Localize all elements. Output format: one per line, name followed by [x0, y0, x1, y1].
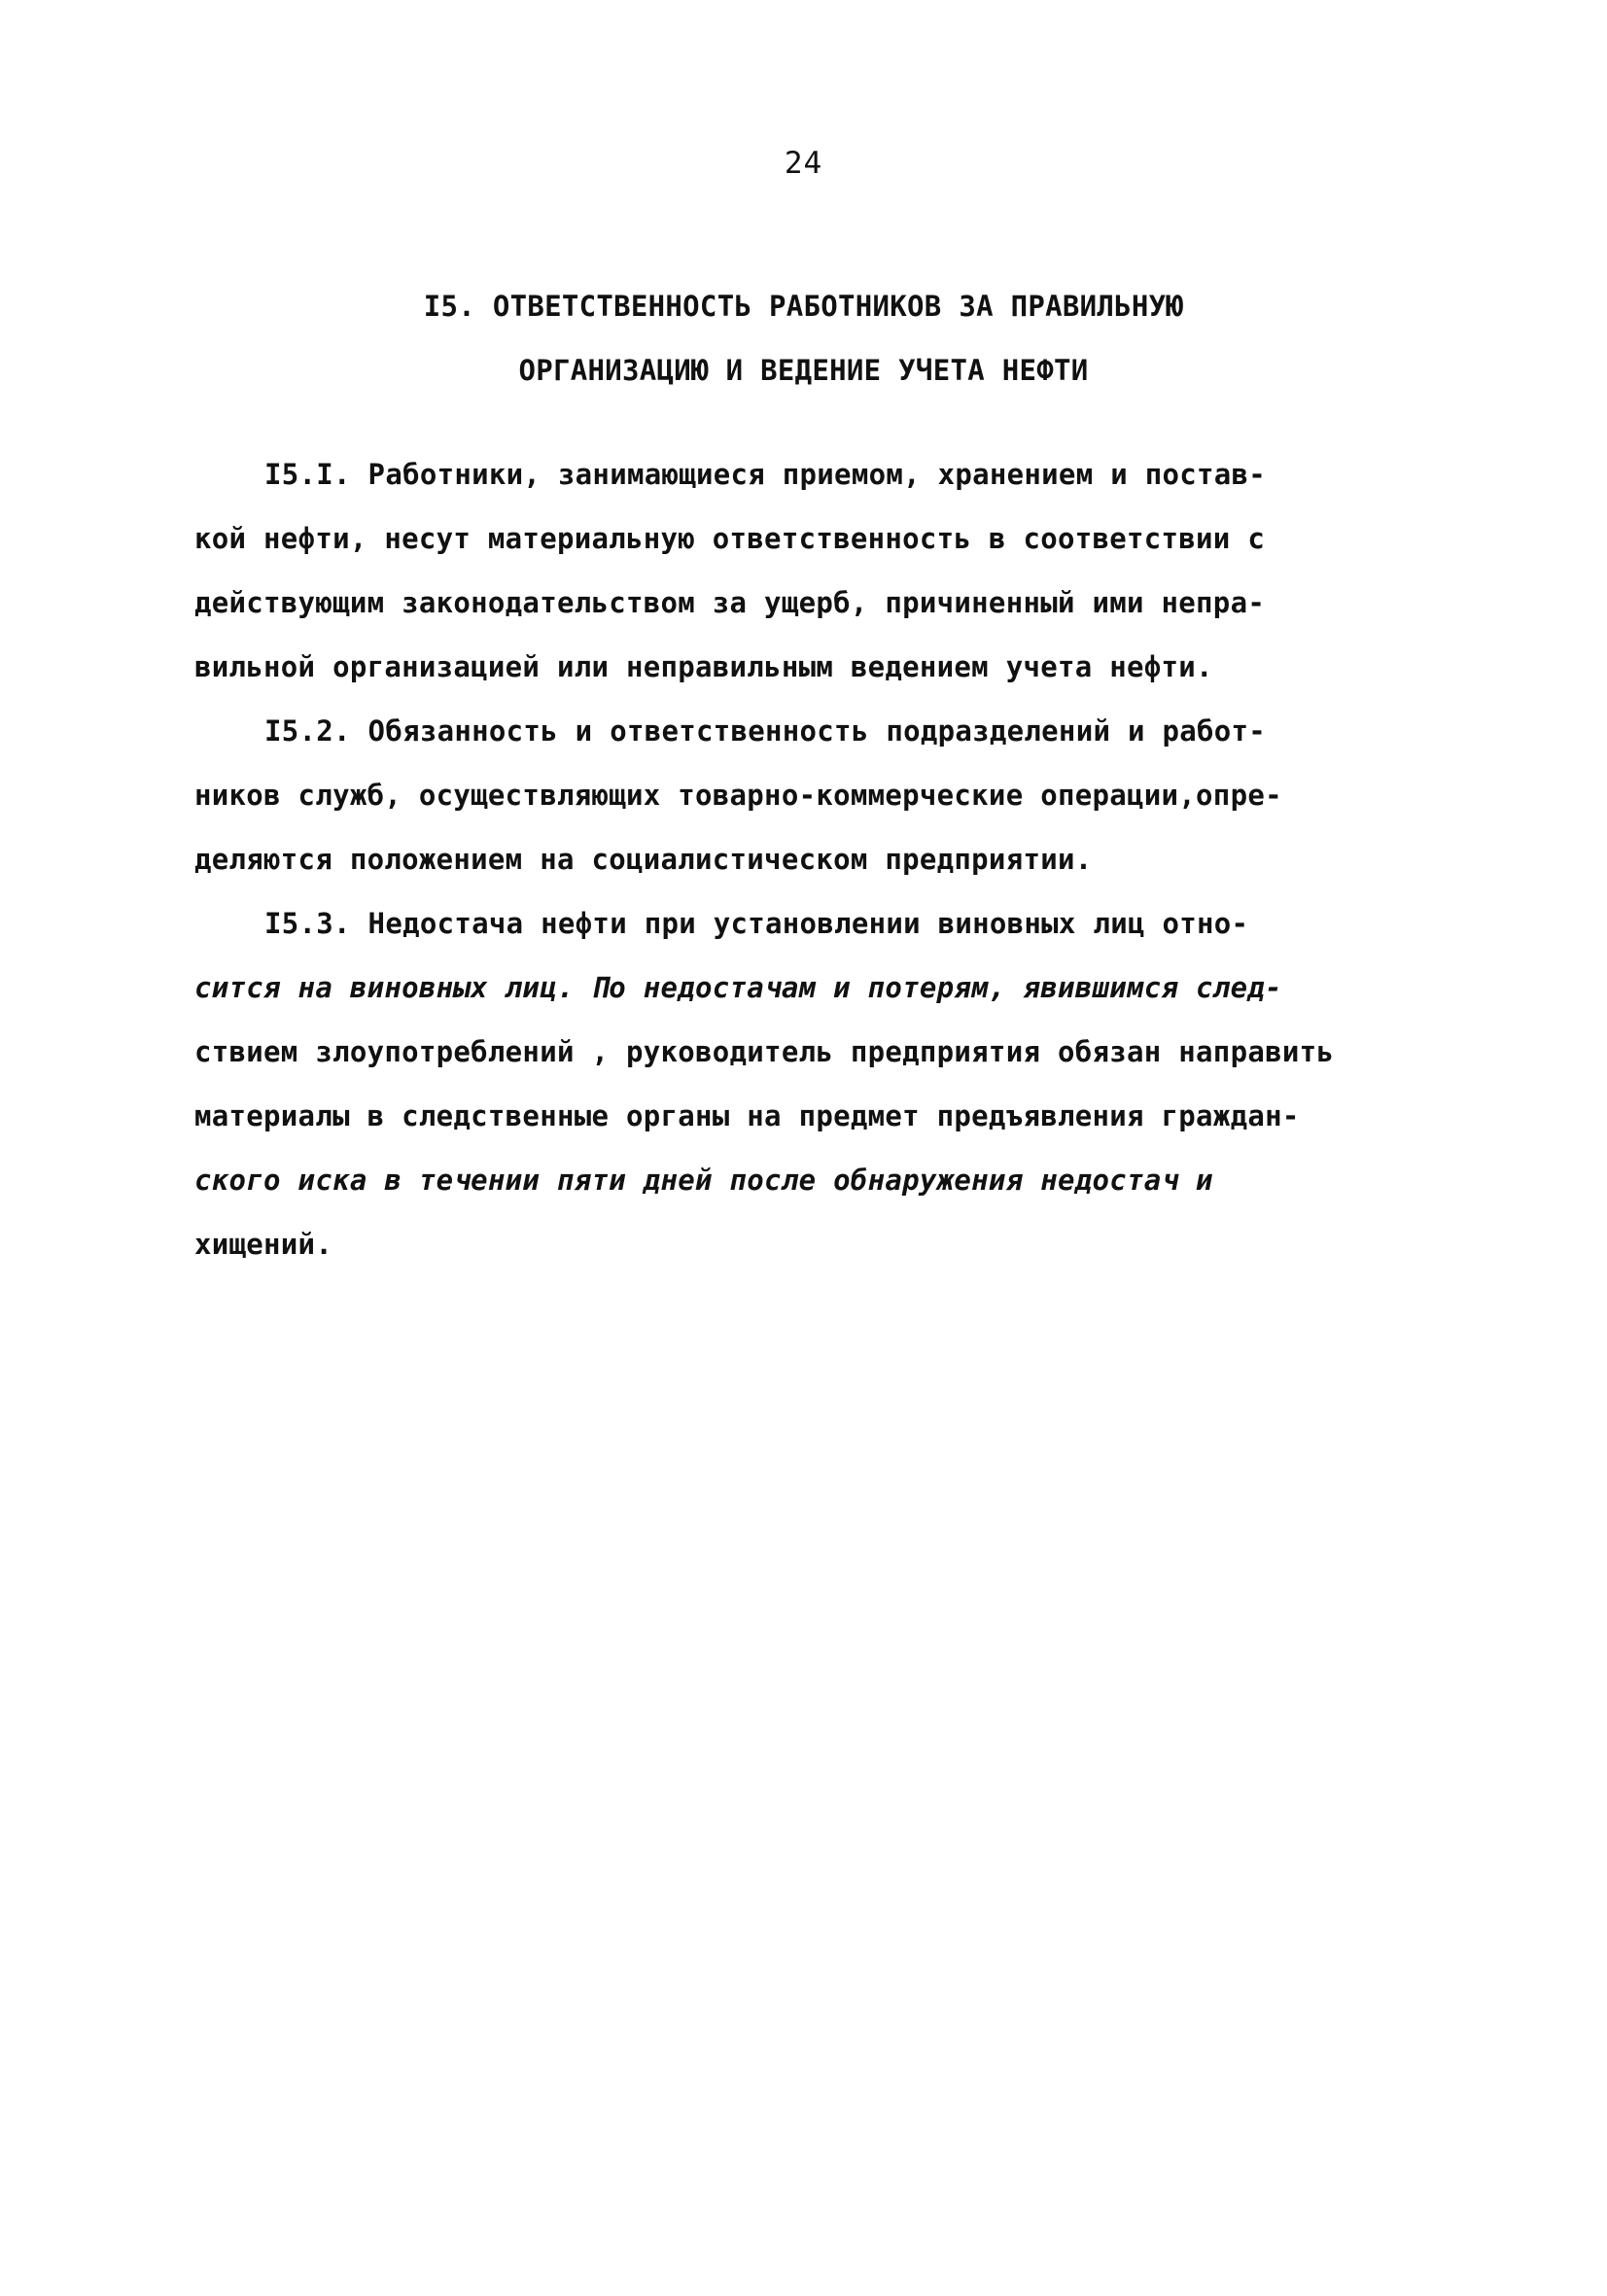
text-line: ников служб, осуществляющих товарно-коммерческие операции,опре- — [194, 779, 1282, 812]
text-line: I5.I. Работники, занимающиеся приемом, хранением и постав- — [264, 458, 1267, 491]
text-line: ствием злоупотреблений , руководитель предприятия обязан направить — [194, 1035, 1335, 1068]
document-body — [194, 442, 1434, 1276]
section-heading-line-1: I5. ОТВЕТСТВЕННОСТЬ РАБОТНИКОВ ЗА ПРАВИЛЬНУЮ — [423, 290, 1184, 323]
text-line: материалы в следственные органы на предмет предъявления граждан- — [194, 1099, 1300, 1132]
text-line: сится на виновных лиц. По недостачам и потерям, явившимся след- — [194, 971, 1282, 1004]
text-line: I5.2. Обязанность и ответственность подразделений и работ- — [264, 714, 1267, 748]
text-line: I5.3. Недостача нефти при установлении виновных лиц отно- — [264, 907, 1249, 940]
page-number: 24 — [784, 146, 823, 181]
text-line: кой нефти, несут материальную ответственность в соответствии с — [194, 522, 1266, 555]
paragraph-15-1 — [194, 442, 1434, 699]
text-line: ского иска в течении пяти дней после обнаружения недостач и — [194, 1164, 1213, 1197]
text-line: вильной организацией или неправильным ведением учета нефти. — [194, 650, 1213, 683]
text-line: хищений. — [194, 1228, 333, 1261]
text-line: деляются положением на социалистическом предприятии. — [194, 843, 1093, 876]
paragraph-15-3 — [194, 891, 1434, 1276]
section-heading — [194, 274, 1413, 402]
text-line: действующим законодательством за ущерб, причиненный ими непра- — [194, 586, 1266, 619]
section-heading-line-2: ОРГАНИЗАЦИЮ И ВЕДЕНИЕ УЧЕТА НЕФТИ — [518, 354, 1089, 387]
paragraph-15-2 — [194, 699, 1434, 891]
